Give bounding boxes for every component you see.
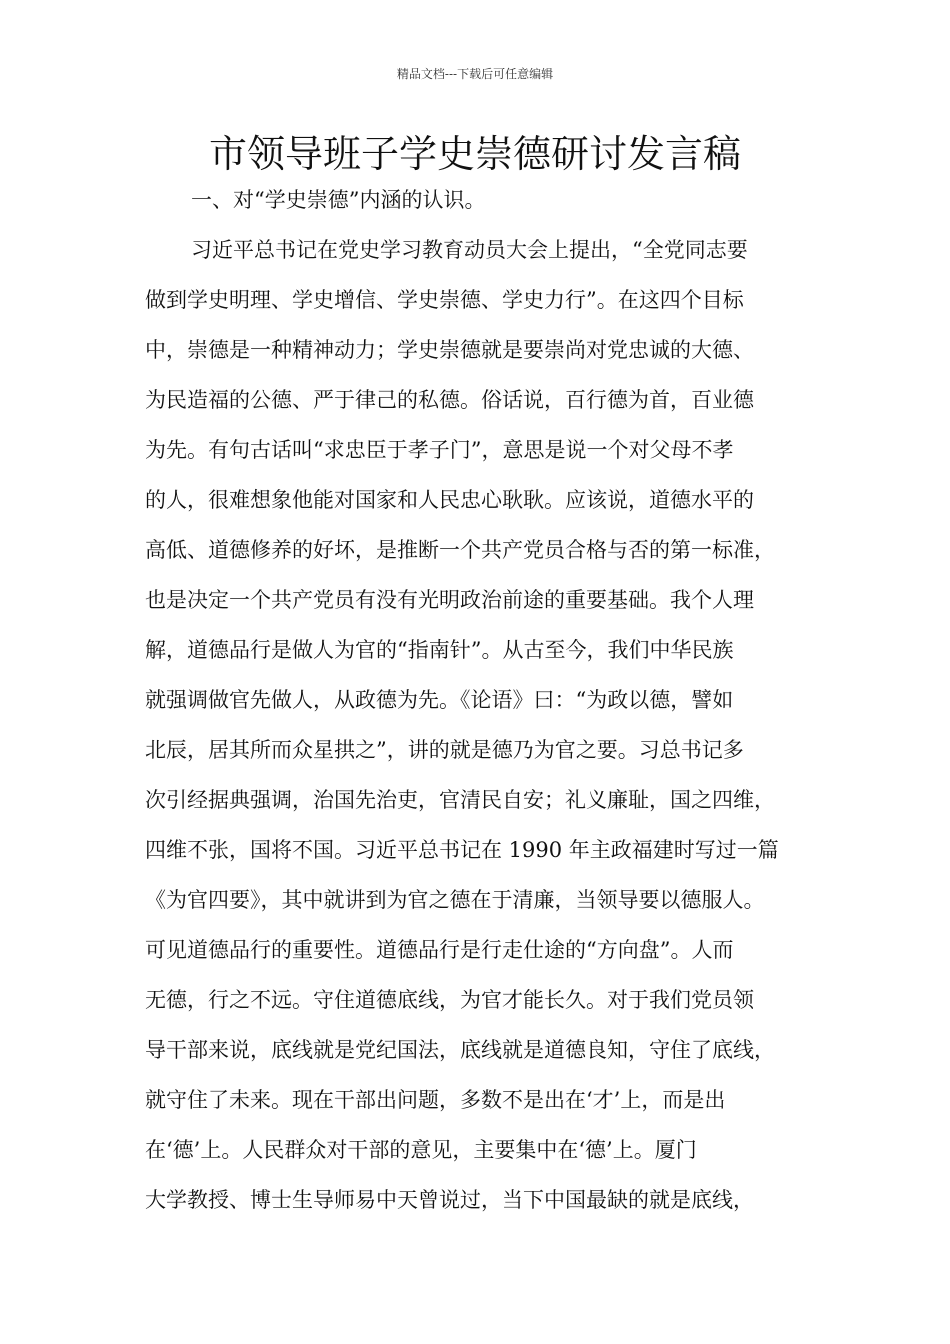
paragraph-line: 就强调做官先做人，从政德为先。《论语》曰：“为政以德，譬如 — [145, 688, 734, 712]
paragraph-line: 做到学史明理、学史增信、学史崇德、学史力行”。在这四个目标 — [145, 288, 744, 312]
paragraph-line: 习近平总书记在党史学习教育动员大会上提出，“全党同志要 — [191, 238, 748, 262]
paragraph-line: 高低、道德修养的好坏，是推断一个共产党员合格与否的第一标准， — [145, 538, 775, 562]
paragraph-line: 北辰，居其所而众星拱之”，讲的就是德乃为官之要。习总书记多 — [145, 738, 744, 762]
paragraph-line: 的人，很难想象他能对国家和人民忠心耿耿。应该说，道德水平的 — [145, 488, 754, 512]
paragraph-line: 可见道德品行的重要性。道德品行是行走仕途的“方向盘”。人而 — [145, 938, 734, 962]
paragraph-line: 导干部来说，底线就是党纪国法，底线就是道德良知，守住了底线， — [145, 1038, 775, 1062]
paragraph-line: 无德，行之不远。守住道德底线，为官才能长久。对于我们党员领 — [145, 988, 754, 1012]
paragraph-line: 也是决定一个共产党员有没有光明政治前途的重要基础。我个人理 — [145, 588, 754, 612]
paragraph-line: 中，崇德是一种精神动力；学史崇德就是要崇尚对党忠诚的大德、 — [145, 338, 754, 362]
paragraph-line: 在‘德’上。人民群众对干部的意见，主要集中在‘德’上。厦门 — [145, 1138, 697, 1162]
document-title: 市领导班子学史崇德研讨发言稿 — [208, 132, 741, 176]
paragraph-line: 次引经据典强调，治国先治吏，官清民自安；礼义廉耻，国之四维， — [145, 788, 775, 812]
paragraph-line: 四维不张，国将不国。习近平总书记在 1990 年主政福建时写过一篇 — [145, 838, 779, 862]
header-note: 精品文档---下载后可任意编辑 — [396, 67, 554, 81]
paragraph-line: 为民造福的公德、严于律己的私德。俗话说，百行德为首，百业德 — [145, 388, 754, 412]
paragraph-line: 解，道德品行是做人为官的“指南针”。从古至今，我们中华民族 — [145, 638, 734, 662]
paragraph-line: 大学教授、博士生导师易中天曾说过，当下中国最缺的就是底线， — [145, 1188, 754, 1212]
paragraph-line: 为先。有句古话叫“求忠臣于孝子门”，意思是说一个对父母不孝 — [145, 438, 734, 462]
section-heading: 一、对“学史崇德”内涵的认识。 — [191, 188, 486, 212]
paragraph-line: 《为官四要》，其中就讲到为官之德在于清廉，当领导要以德服人。 — [145, 888, 765, 912]
paragraph-line: 就守住了未来。现在干部出问题，多数不是出在‘才’上，而是出 — [145, 1088, 726, 1112]
